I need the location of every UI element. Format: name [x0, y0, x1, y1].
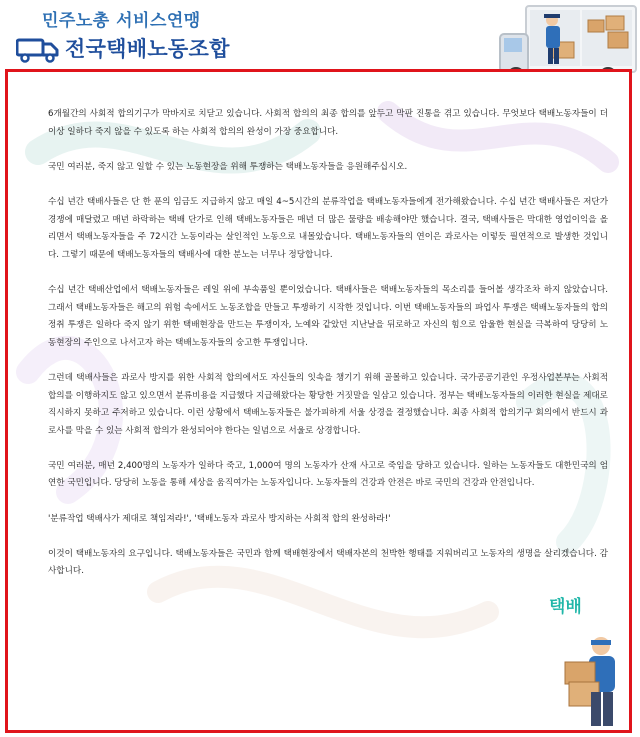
delivery-truck-icon [16, 37, 60, 63]
delivery-worker-illustration [561, 632, 631, 732]
union-name: 전국택배노동조합 [65, 37, 230, 61]
header [0, 0, 640, 70]
statement-frame [5, 69, 632, 733]
closing-paragraph: 이것이 택배노동자의 요구입니다. 택배노동자들은 국민과 함께 택배현장에서 택배자본의 천박한 행태를 지워버리고 노동자의 생명을 살리겠습니다. 감사합니다. [48, 548, 608, 577]
union-federation-name: 민주노총 서비스연맹 [42, 11, 201, 31]
statement-body [48, 106, 608, 599]
paragraph-5: 그런데 택배사들은 과로사 방지를 위한 사회적 합의에서도 자신들의 잇속을 챙기기 위해 골몰하고 있습니다. 국가공공기관인 우정사업본부는 사회적 합의를 이행하지도 않고 있으면서 분류비용을 지급했다 지급해왔다는 황당한 거짓말을 일삼고 있습니다. 정부는 택배노동자들의 이러한 현실을 제대로 직시하지 못하고 주저하고 있습니다. 이런 상황에서 택배노동자들은 불가피하게 서울 상경을 결정했습니다. 최종 사회적 합의기구 회의에서 반드시 과로사를 막을 수 있는 사회적 합의가 완성되어야 한다는 일념으로 서울로 상경합니다. [48, 372, 608, 436]
paragraph-2: 국민 여러분, 죽지 않고 일할 수 있는 노동현장을 위해 투쟁하는 택배노동자들을 응원해주십시오. [48, 161, 408, 172]
corner-logo-word: 택배 [549, 597, 582, 617]
paragraph-1: 6개월간의 사회적 합의기구가 막바지로 치닫고 있습니다. 사회적 합의의 최종 합의를 앞두고 막판 진통을 겪고 있습니다. 무엇보다 택배노동자들이 더 이상 일하다 죽지 않을 수 있도록 하는 사회적 합의의 완성이 가장 중요합니다. [48, 109, 608, 137]
slogan: '분류작업 택배사가 제대로 책임져라!', '택배노동자 과로사 방지하는 사회적 합의 완성하라!' [48, 513, 391, 524]
paragraph-6: 국민 여러분, 매년 2,400명의 노동자가 일하다 죽고, 1,000여 명의 노동자가 산재 사고로 죽임을 당하고 있습니다. 일하는 노동자들도 대한민국의 엄연한 국민입니다. 당당히 노동을 통해 세상을 움직여가는 노동자입니다. 노동자들의 건강과 안전은 바로 국민의 건강과 안전입니다. [48, 460, 608, 489]
paragraph-3: 수십 년간 택배사들은 단 한 푼의 임금도 지급하지 않고 매일 4~5시간의 분류작업을 택배노동자들에게 전가해왔습니다. 수십 년간 택배사들은 저단가 경쟁에 매달렸고 매년 하락하는 택배 단가로 인해 택배노동자들은 매년 더 많은 물량을 배송해야만 했습니다. 결국, 택배사들은 막대한 영업이익을 올리면서 택배노동자들을 주 72시간 노동이라는 살인적인 노동으로 내몰았습니다. 택배노동자들의 연이은 과로사는 이렇듯 필연적으로 발생한 것입니다. 그렇기 때문에 택배노동자들의 택배사에 대한 분노는 너무나 정당합니다. [48, 196, 608, 260]
paragraph-4: 수십 년간 택배산업에서 택배노동자들은 레일 위에 부속품일 뿐이었습니다. 택배사들은 택배노동자들의 목소리를 들어볼 생각조차 하지 않았습니다. 그래서 택배노동자들은 해고의 위험 속에서도 노동조합을 만들고 투쟁하기 시작한 것입니다. 이번 택배노동자들의 파업사 투쟁은 택배노동자들의 합의 정취 투쟁은 일하다 죽지 않기 위한 택배현장을 만드는 투쟁이자, 노예와 같았던 지난날을 뒤로하고 자신의 힘으로 암울한 현실을 극복하여 당당히 노동현장의 주인으로 나서고자 하는 택배노동자들의 숭고한 투쟁입니다. [48, 284, 608, 348]
